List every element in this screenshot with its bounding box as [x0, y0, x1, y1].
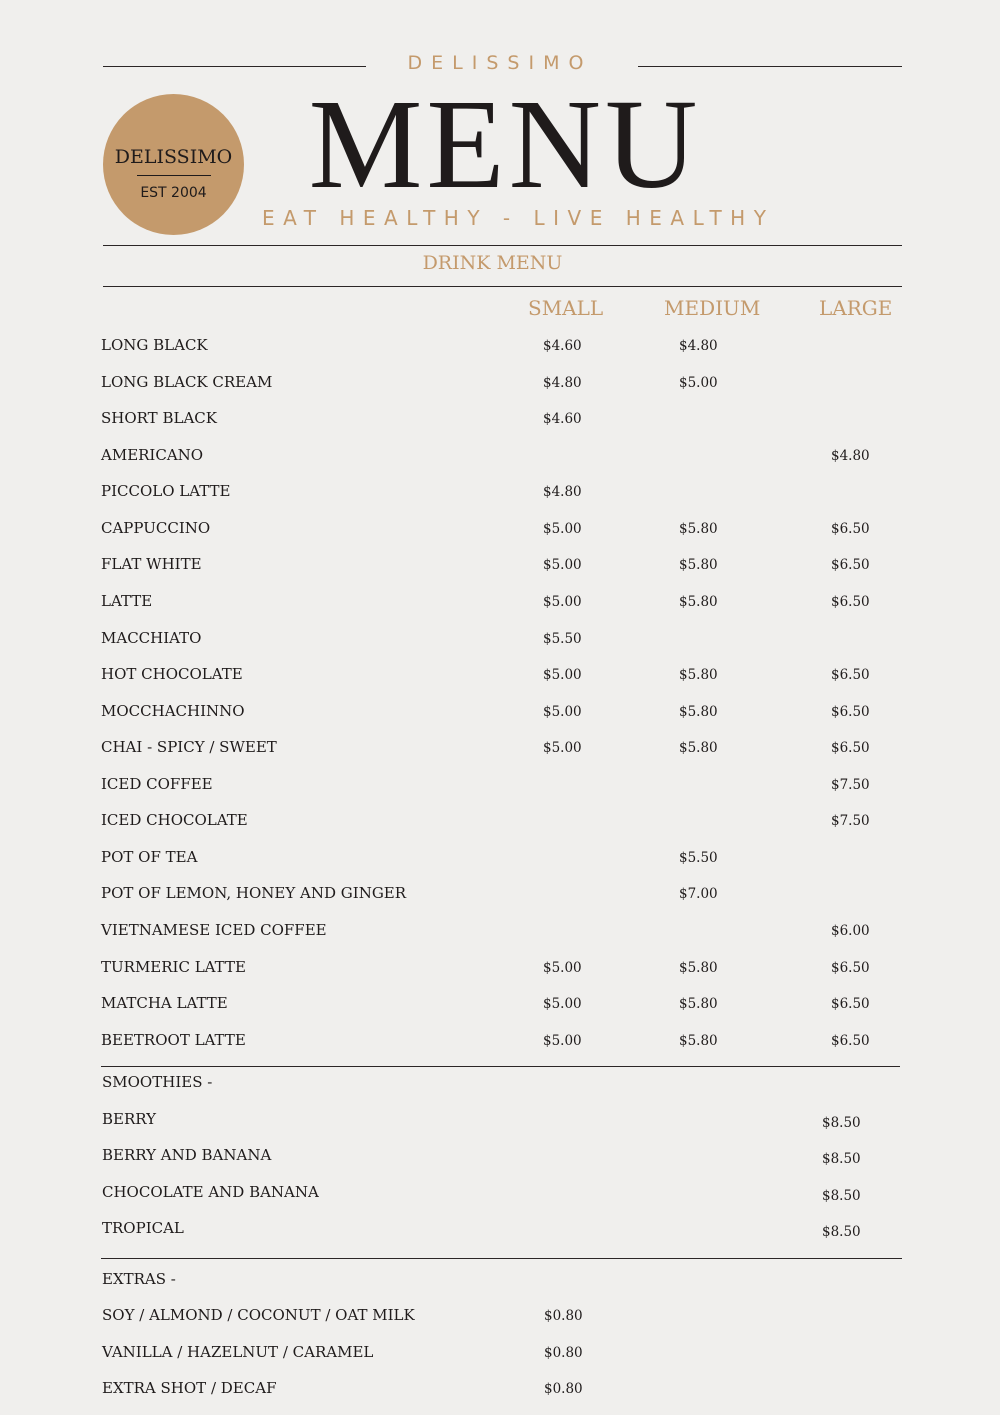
list-item [0, 1306, 1000, 1342]
item-name: CAPPUCCINO [101, 519, 211, 537]
price-medium: $7.00 [679, 886, 718, 902]
price: $8.50 [822, 1188, 861, 1204]
price-small: $5.00 [543, 1033, 582, 1049]
smoothies-rule [101, 1066, 900, 1067]
price-small: $4.80 [543, 375, 582, 391]
price-medium: $5.80 [679, 740, 718, 756]
item-name: LATTE [101, 592, 153, 610]
list-item [0, 446, 1000, 482]
price: $0.80 [544, 1381, 583, 1397]
item-name: BERRY [102, 1110, 157, 1128]
list-item [0, 519, 1000, 555]
item-name: AMERICANO [101, 446, 204, 464]
extras-rule [101, 1258, 902, 1259]
list-item [0, 482, 1000, 518]
item-name: ICED CHOCOLATE [101, 811, 248, 829]
price-large: $6.50 [831, 521, 870, 537]
price-medium: $5.00 [679, 375, 718, 391]
section-rule-bottom [103, 286, 902, 287]
price-large: $6.50 [831, 704, 870, 720]
price-large: $6.50 [831, 960, 870, 976]
list-item [0, 811, 1000, 847]
list-item [0, 958, 1000, 994]
item-name: SOY / ALMOND / COCONUT / OAT MILK [102, 1306, 415, 1324]
price-large: $4.80 [831, 448, 870, 464]
item-name: LONG BLACK CREAM [101, 373, 273, 391]
item-name: SHORT BLACK [101, 409, 217, 427]
price: $8.50 [822, 1151, 861, 1167]
item-name: POT OF TEA [101, 848, 198, 866]
item-name: FLAT WHITE [101, 555, 202, 573]
list-item [0, 1219, 1000, 1255]
list-item [0, 1183, 1000, 1219]
item-name: BEETROOT LATTE [101, 1031, 246, 1049]
item-name: POT OF LEMON, HONEY AND GINGER [101, 884, 407, 902]
price: $8.50 [822, 1224, 861, 1240]
price-medium: $5.80 [679, 521, 718, 537]
price-medium: $5.80 [679, 996, 718, 1012]
section-rule-top [103, 245, 902, 246]
logo-established: EST 2004 [140, 185, 207, 201]
price-small: $5.00 [543, 996, 582, 1012]
list-item [0, 702, 1000, 738]
price-medium: $5.80 [679, 557, 718, 573]
logo-badge [103, 94, 244, 235]
price-medium: $4.80 [679, 338, 718, 354]
item-name: CHOCOLATE AND BANANA [102, 1183, 319, 1201]
item-name: BERRY AND BANANA [102, 1146, 272, 1164]
item-name: MACCHIATO [101, 629, 202, 647]
item-name: CHAI - SPICY / SWEET [101, 738, 277, 756]
price-large: $7.50 [831, 813, 870, 829]
price-large: $6.00 [831, 923, 870, 939]
list-item [0, 592, 1000, 628]
price-large: $6.50 [831, 667, 870, 683]
price-medium: $5.50 [679, 850, 718, 866]
list-item [0, 1110, 1000, 1146]
logo-name: DELISSIMO [114, 146, 233, 168]
item-name: ICED COFFEE [101, 775, 213, 793]
price-large: $6.50 [831, 594, 870, 610]
list-item [0, 1343, 1000, 1379]
price-small: $4.80 [543, 484, 582, 500]
price-small: $5.00 [543, 740, 582, 756]
price-small: $5.00 [543, 594, 582, 610]
list-item [0, 775, 1000, 811]
list-item [0, 1146, 1000, 1182]
logo-divider [137, 175, 211, 176]
price-small: $4.60 [543, 338, 582, 354]
price: $0.80 [544, 1308, 583, 1324]
price-large: $6.50 [831, 996, 870, 1012]
item-name: TURMERIC LATTE [101, 958, 246, 976]
tagline: EAT HEALTHY - LIVE HEALTHY [262, 206, 775, 230]
price-small: $5.00 [543, 521, 582, 537]
list-item [0, 738, 1000, 774]
item-name: PICCOLO LATTE [101, 482, 231, 500]
extras-title: EXTRAS - [102, 1270, 176, 1288]
item-name: TROPICAL [102, 1219, 184, 1237]
item-name: MOCCHACHINNO [101, 702, 245, 720]
item-name: MATCHA LATTE [101, 994, 228, 1012]
item-name: HOT CHOCOLATE [101, 665, 243, 683]
list-item [0, 665, 1000, 701]
price-small: $5.50 [543, 631, 582, 647]
list-item [0, 555, 1000, 591]
price-medium: $5.80 [679, 667, 718, 683]
list-item [0, 336, 1000, 372]
price-small: $5.00 [543, 704, 582, 720]
price-medium: $5.80 [679, 960, 718, 976]
price-large: $7.50 [831, 777, 870, 793]
smoothies-title: SMOOTHIES - [102, 1073, 213, 1091]
item-name: LONG BLACK [101, 336, 208, 354]
brand-name: DELISSIMO [407, 52, 593, 74]
price: $8.50 [822, 1115, 861, 1131]
price-small: $4.60 [543, 411, 582, 427]
price-large: $6.50 [831, 1033, 870, 1049]
column-header-large: LARGE [819, 296, 893, 320]
price-large: $6.50 [831, 740, 870, 756]
price: $0.80 [544, 1345, 583, 1361]
list-item [0, 409, 1000, 445]
price-medium: $5.80 [679, 704, 718, 720]
list-item [0, 884, 1000, 920]
list-item [0, 994, 1000, 1030]
list-item [0, 848, 1000, 884]
drink-menu-title: DRINK MENU [422, 252, 563, 274]
item-name: EXTRA SHOT / DECAF [102, 1379, 277, 1397]
list-item [0, 921, 1000, 957]
list-item [0, 1031, 1000, 1067]
column-header-small: SMALL [528, 296, 604, 320]
price-small: $5.00 [543, 667, 582, 683]
price-medium: $5.80 [679, 1033, 718, 1049]
price-large: $6.50 [831, 557, 870, 573]
menu-title: MENU [308, 73, 702, 215]
price-small: $5.00 [543, 557, 582, 573]
item-name: VIETNAMESE ICED COFFEE [101, 921, 327, 939]
list-item [0, 1379, 1000, 1415]
column-header-medium: MEDIUM [664, 296, 761, 320]
list-item [0, 629, 1000, 665]
price-small: $5.00 [543, 960, 582, 976]
list-item [0, 373, 1000, 409]
price-medium: $5.80 [679, 594, 718, 610]
item-name: VANILLA / HAZELNUT / CARAMEL [102, 1343, 374, 1361]
